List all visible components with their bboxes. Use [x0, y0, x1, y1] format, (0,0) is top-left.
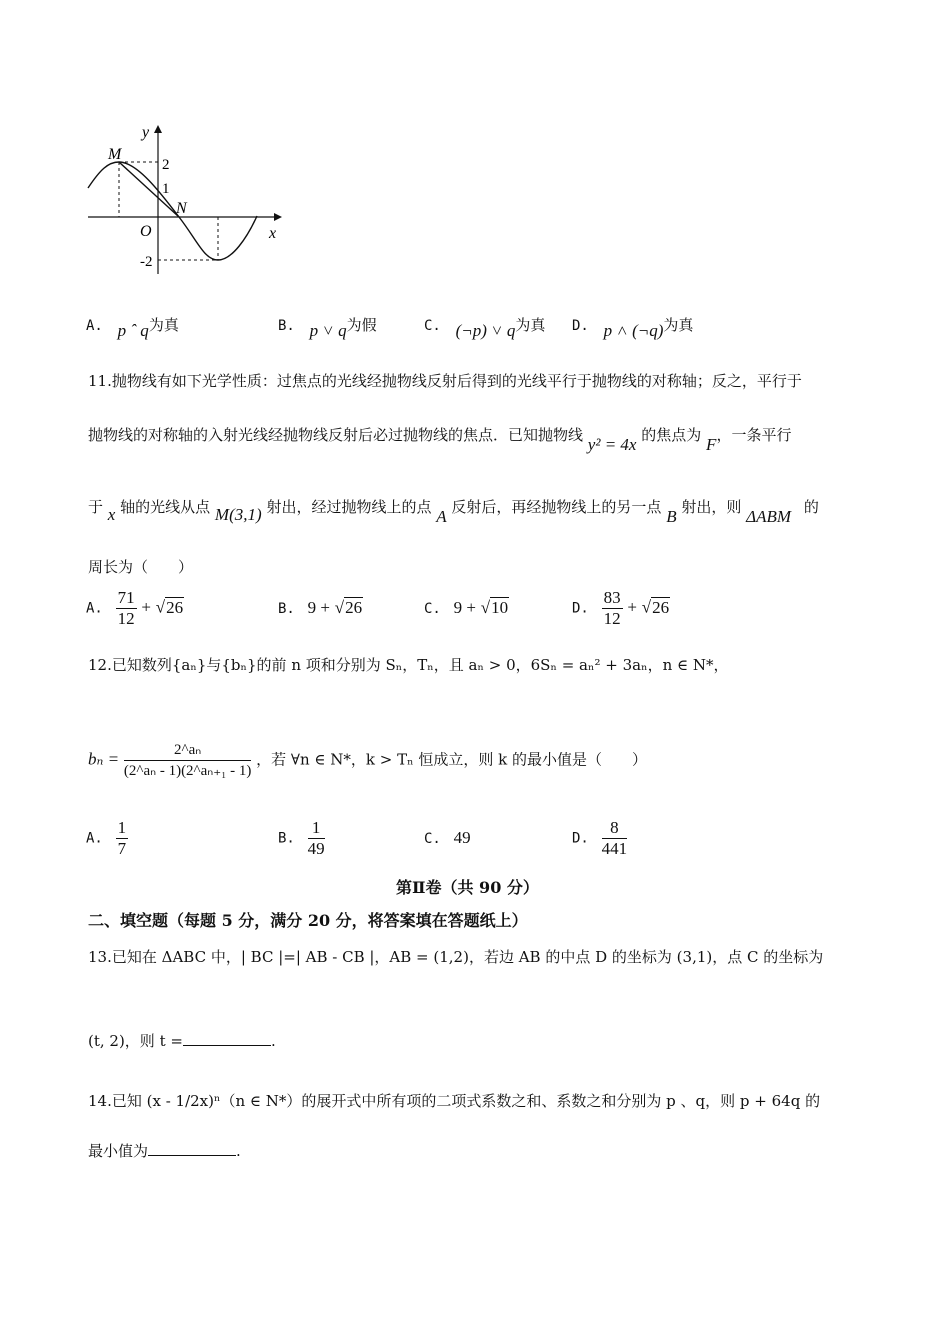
q11-option-a [86, 588, 184, 629]
q12-line1: 12.已知数列{aₙ}与{bₙ}的前 n 项和分别为 Sₙ，Tₙ，且 aₙ > 0，6Sₙ = aₙ² + 3aₙ，n ∈ N*， [88, 656, 729, 674]
numerator: 1 [117, 818, 127, 837]
parabola-equation: y² = 4x [587, 435, 637, 454]
answer-blank[interactable] [183, 1031, 271, 1046]
tick-2: 2 [162, 157, 170, 173]
option-expr: p ˆ q [117, 321, 149, 340]
plus: + [627, 597, 638, 617]
sine-graph [82, 120, 287, 280]
radicand: 26 [345, 598, 363, 617]
text: 射出，经过抛物线上的点 [266, 498, 432, 516]
numerator: 8 [602, 818, 628, 839]
option-letter: A. [86, 830, 103, 847]
text: ，一条平行 [716, 426, 792, 444]
tick-minus-2: -2 [140, 254, 153, 270]
q10-option-a [86, 314, 179, 340]
q11-line1: 11.抛物线有如下光学性质：过焦点的光线经抛物线反射后得到的光线平行于抛物线的对称轴；反之，平行于 [88, 372, 802, 390]
bn-denominator: (2^aₙ - 1)(2^aₙ₊₁ - 1) [123, 763, 252, 779]
numerator: 1 [308, 818, 325, 839]
option-letter: C. [424, 601, 441, 617]
text: 轴的光线从点 [120, 498, 211, 516]
prefix: 9 + [307, 598, 330, 617]
option-letter: B. [278, 318, 295, 334]
x-label: x [269, 225, 277, 242]
x-var: x [107, 505, 116, 524]
q10-option-b [278, 314, 377, 340]
y-axis-arrow [154, 125, 162, 133]
sqrt: √26 [334, 598, 363, 617]
denominator: 12 [603, 609, 621, 628]
point-b: B [666, 507, 677, 526]
m-label: M [108, 146, 122, 163]
option-suffix: 为假 [346, 316, 377, 334]
q13-line1: 13.已知在 ΔABC 中，| BC |=| AB - CB |，AB = (1,2)，若边 AB 的中点 D 的坐标为 (3,1)，点 C 的坐标为 [88, 948, 824, 966]
answer-blank[interactable] [148, 1141, 236, 1156]
option-expr: p ˄ (¬q) [603, 321, 664, 340]
option-expr: (¬p) ˅ q [455, 321, 516, 340]
text: 反射后，再经抛物线上的另一点 [451, 498, 662, 516]
fill-in-header: 二、填空题（每题 5 分，满分 20 分，将答案填在答题纸上） [88, 911, 528, 930]
n-label: N [176, 200, 187, 217]
option-suffix: 为真 [663, 316, 694, 334]
option-letter: B. [278, 830, 295, 847]
denominator: 7 [117, 839, 127, 858]
q11-line3 [88, 496, 819, 526]
q10-option-c [424, 314, 546, 340]
radicand: 10 [491, 598, 509, 617]
text: 最小值为 [88, 1142, 149, 1160]
q13-line2 [88, 1030, 276, 1051]
option-letter: C. [424, 318, 441, 334]
q12-option-b [278, 818, 325, 859]
q10-option-d [572, 314, 694, 340]
text: (t, 2)，则 t = [88, 1032, 183, 1050]
q11-option-c [424, 598, 509, 618]
y-label: y [142, 124, 150, 141]
q12-bn-definition [88, 740, 647, 781]
q14-line1: 14.已知 (x - 1/2x)ⁿ（n ∈ N*）的展开式中所有项的二项式系数之和、系数之和分别为 p 、q，则 p + 64q 的 [88, 1092, 821, 1110]
option-suffix: 为真 [148, 316, 179, 334]
text: 的 [803, 498, 819, 516]
q12-option-a [86, 818, 128, 859]
q11-option-b [278, 598, 363, 618]
radicand: 26 [652, 597, 670, 617]
text: 的焦点为 [641, 426, 702, 444]
option-letter: D. [572, 830, 589, 847]
option-letter: A. [86, 600, 103, 617]
sqrt: √10 [480, 598, 509, 617]
denominator: 441 [601, 839, 628, 858]
x-axis-arrow [274, 213, 282, 221]
denominator: 12 [117, 609, 135, 628]
bn-numerator: 2^aₙ [124, 740, 251, 761]
prefix: 9 + [453, 598, 476, 617]
bn-label: bₙ = [88, 749, 120, 769]
numerator: 71 [117, 588, 135, 607]
option-letter: A. [86, 318, 103, 334]
section-2-title: 第Ⅱ卷（共 90 分） [396, 878, 539, 897]
q12-option-d [572, 818, 627, 859]
radicand: 26 [166, 597, 184, 617]
option-letter: D. [572, 318, 589, 334]
segment-mn [119, 162, 179, 217]
sqrt: √26 [155, 597, 184, 617]
q11-option-d [572, 588, 670, 629]
sqrt: √26 [641, 597, 670, 617]
triangle-abm: ΔABM [746, 507, 792, 526]
condition-text: ，若 ∀n ∈ N*，k > Tₙ 恒成立，则 k 的最小值是（ ） [256, 750, 647, 769]
option-expr: p ˅ q [309, 321, 347, 340]
period: . [270, 1032, 276, 1050]
option-letter: C. [424, 831, 441, 847]
text: 抛物线的对称轴的入射光线经抛物线反射后必过抛物线的焦点．已知抛物线 [88, 426, 584, 444]
numerator: 83 [603, 588, 621, 607]
plus: + [141, 597, 152, 617]
option-letter: B. [278, 601, 295, 617]
tick-1: 1 [162, 181, 170, 197]
q11-line2 [88, 424, 792, 454]
text: 于 [88, 498, 104, 516]
focus-label: F [706, 435, 717, 454]
text: 射出，则 [681, 498, 742, 516]
option-letter: D. [572, 600, 589, 617]
q12-option-c [424, 828, 471, 848]
value: 49 [453, 828, 471, 847]
period: . [236, 1142, 241, 1160]
q14-line2 [88, 1140, 241, 1161]
denominator: 49 [307, 839, 325, 858]
q11-line4: 周长为（ ） [88, 558, 194, 576]
point-m: M(3,1) [214, 505, 262, 524]
point-a: A [436, 507, 447, 526]
origin-label: O [140, 223, 152, 240]
option-suffix: 为真 [515, 316, 546, 334]
